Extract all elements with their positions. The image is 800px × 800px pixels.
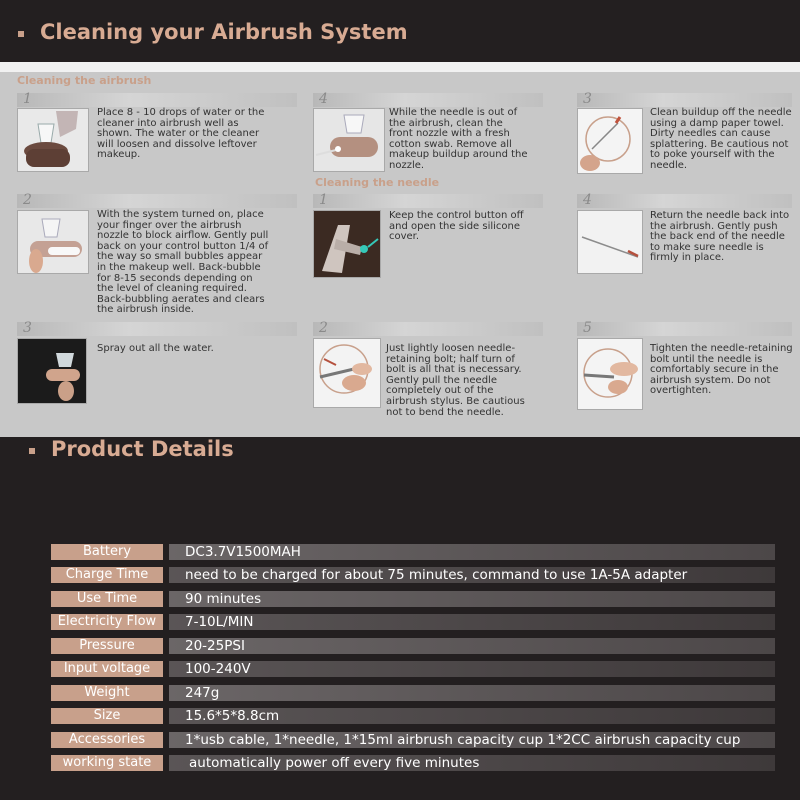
spec-row-pressure [51,638,775,654]
section-title: Product Details [51,437,234,461]
section-title: Cleaning your Airbrush System [40,20,408,44]
airbrush-finger-icon [17,210,89,274]
spec-value: 247g [169,685,775,701]
spec-value: need to be charged for about 75 minutes, command to use 1A-5A adapter [169,567,775,583]
step-number: 4 [319,91,328,107]
spec-value: 7-10L/MIN [169,614,775,630]
spec-label: Pressure [51,638,163,654]
step-text: Tighten the needle-retaining bolt until the needle is comfortably secure in the airbrush system. Do not overtighten. [650,343,793,397]
spec-label: Input voltage [51,661,163,677]
spec-label: Battery [51,544,163,560]
spec-value: automatically power off every five minutes [169,755,775,771]
spec-label: Weight [51,685,163,701]
step-number: 5 [583,320,592,336]
section-header-product-details [0,437,800,527]
spec-label: Charge Time [51,567,163,583]
step-text: Just lightly loosen needle-retaining bolt; half turn of bolt is all that is necessary. Gently pull the needle completely out of the airbrush stylus. Be cautious not to bend the needle. [386,343,525,418]
spec-value: DC3.7V1500MAH [169,544,775,560]
bullet-icon [18,31,24,37]
spec-row-charge-time [51,567,775,583]
step-number: 3 [23,320,32,336]
step-number: 4 [583,192,592,208]
bolt-tighten-icon [577,338,643,410]
spec-value: 15.6*5*8.8cm [169,708,775,724]
step-text: While the needle is out of the airbrush, clean the front nozzle with a fresh cotton swab. Remove all makeup buildup around the nozzle. [389,107,528,171]
spec-row-weight [51,685,775,701]
step-number-bar [577,322,792,336]
step-text: Clean buildup off the needle using a damp paper towel. Dirty needles can cause splattering. Be cautious not to poke yourself with the needle. [650,107,792,171]
spec-value: 100-240V [169,661,775,677]
cotton-swab-icon [313,108,385,172]
cleaning-panel [0,62,800,437]
step-number-bar [17,322,297,336]
spec-label: Use Time [51,591,163,607]
bolt-loosen-icon [313,338,381,408]
spec-row-electricity-flow [51,614,775,630]
spec-row-input-voltage [51,661,775,677]
step-number: 2 [319,320,328,336]
step-text: Keep the control button off and open the side silicone cover. [389,210,524,243]
spec-label: Electricity Flow [51,614,163,630]
spray-icon [17,338,87,404]
bullet-icon [29,448,35,454]
step-number-bar [577,93,792,107]
step-number: 1 [23,91,32,107]
spec-row-size [51,708,775,724]
cleaning-needle-heading: Cleaning the needle [315,176,440,189]
step-number-bar [577,194,792,208]
spec-value: 20-25PSI [169,638,775,654]
step-number-bar [313,93,543,107]
silicone-cover-icon [313,210,381,278]
step-number: 2 [23,192,32,208]
spec-label: working state [51,755,163,771]
cleaning-airbrush-heading: Cleaning the airbrush [17,74,152,87]
airbrush-well-icon [17,108,89,172]
step-text: Spray out all the water. [97,343,214,354]
needle-towel-icon [577,108,643,174]
spec-label: Size [51,708,163,724]
spec-row-accessories [51,732,775,748]
step-number: 1 [319,192,328,208]
spec-value: 1*usb cable, 1*needle, 1*15ml airbrush capacity cup 1*2CC airbrush capacity cup [169,732,775,748]
step-number: 3 [583,91,592,107]
section-header-cleaning [0,0,800,62]
spec-row-use-time [51,591,775,607]
spec-row-battery [51,544,775,560]
step-number-bar [17,93,297,107]
step-number-bar [17,194,297,208]
spec-row-working-state [51,755,775,771]
spec-label: Accessories [51,732,163,748]
step-text: Place 8 - 10 drops of water or the cleaner into airbrush well as shown. The water or the cleaner will loosen and dissolve leftover makeup. [97,107,265,161]
needle-return-icon [577,210,643,274]
step-number-bar [313,194,543,208]
step-text: With the system turned on, place your finger over the airbrush nozzle to block airflow. Gently pull back on your control button 1/4 of the way so small bubbles appear in the makeup well. Back-bubble for 8-15 seconds depending on the level of cleaning required. Back-bubbling aerates and clears the airbrush inside. [97,209,269,316]
step-text: Return the needle back into the airbrush. Gently push the back end of the needle to make sure needle is firmly in place. [650,210,790,264]
step-number-bar [313,322,543,336]
spec-value: 90 minutes [169,591,775,607]
